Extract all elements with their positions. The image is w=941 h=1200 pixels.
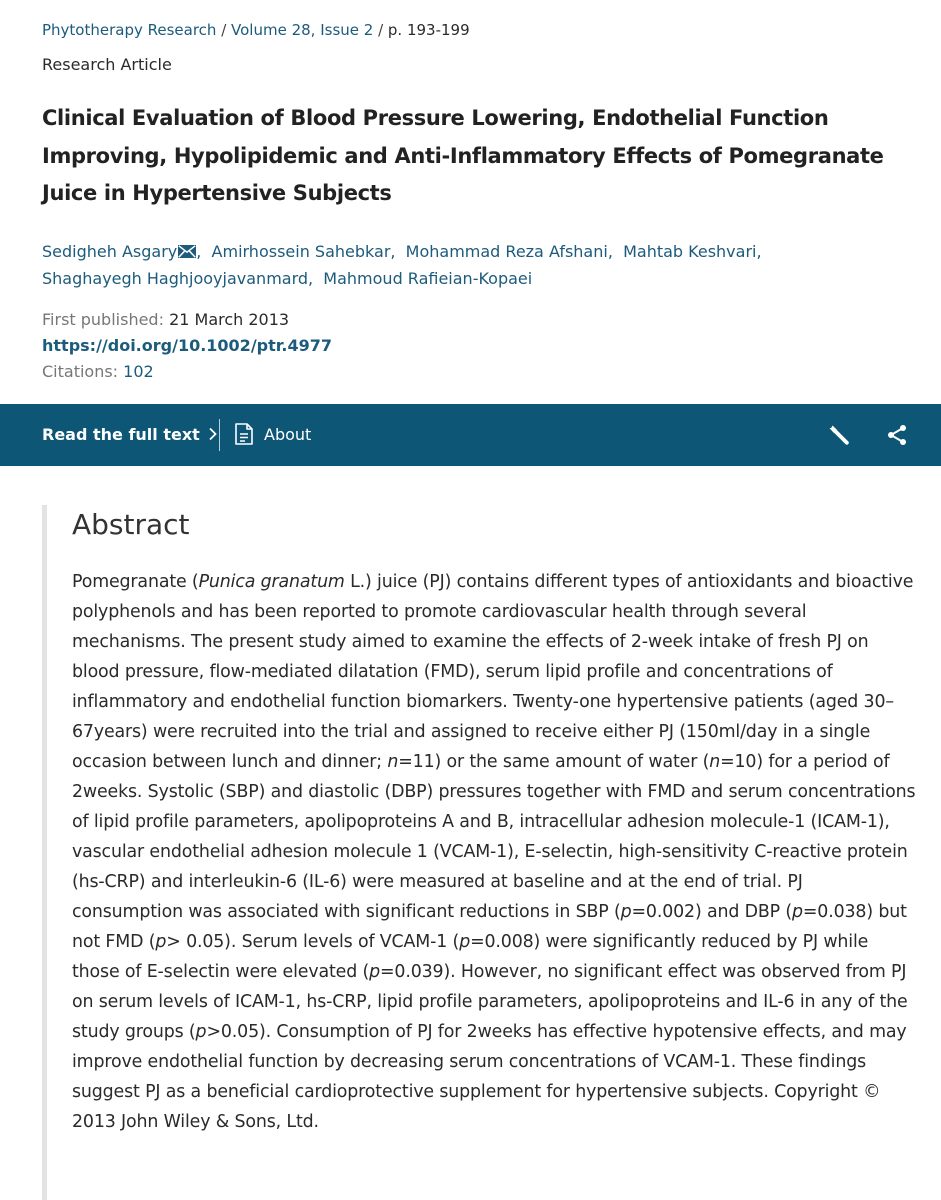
breadcrumb-separator: / xyxy=(373,21,388,39)
author-link[interactable]: Mohammad Reza Afshani xyxy=(405,242,608,261)
article-title: Clinical Evaluation of Blood Pressure Lowering, Endothelial Function Improving, Hypolipidemic and Anti-Inflammatory Effects of Pomegranate Juice in Hypertensive Subjects xyxy=(42,106,884,205)
read-full-text-button[interactable] xyxy=(42,423,218,447)
abstract-text-segment: =0.008) were significantly reduced by PJ while those of E-selectin were elevated ( xyxy=(72,932,869,982)
abstract-italic-segment: p xyxy=(369,962,380,982)
citations-count-link[interactable]: 102 xyxy=(123,362,154,381)
chevron-right-icon xyxy=(208,427,218,441)
first-published-date: 21 March 2013 xyxy=(169,310,290,329)
doi-link[interactable]: https://doi.org/10.1002/ptr.4977 xyxy=(42,336,332,355)
article-toolbar xyxy=(0,404,941,466)
author-link[interactable]: Shaghayegh Haghjooyjavanmard xyxy=(42,268,309,288)
citations xyxy=(42,359,332,385)
page-range: p. 193-199 xyxy=(387,21,470,39)
author-list: Sedigheh Asgary , Amirhossein Sahebkar, Mohammad Reza Afshani, Mahtab Keshvari, Shaghayegh Haghjooyjavanmard, Mahmoud Rafieian-Kopaei xyxy=(42,242,762,288)
abstract-text-segment: =0.039). However, no significant effect was observed from PJ on serum levels of ICAM-1, hs-CRP, lipid profile parameters, apolipoproteins and IL-6 in any of the study groups ( xyxy=(72,962,908,1042)
about-label: About xyxy=(264,425,312,444)
article-type: Research Article xyxy=(42,55,172,74)
share-icon[interactable] xyxy=(884,422,910,448)
publication-meta xyxy=(42,307,332,385)
abstract-text-segment: >0.05). Consumption of PJ for 2weeks has effective hypotensive effects, and may improve endothelial function by decreasing serum concentrations of VCAM-1. These findings suggest PJ as a beneficial cardioprotective supplement for hypertensive subjects. Copyright © 2013 John Wiley & Sons, Ltd. xyxy=(72,1022,907,1132)
abstract-side-rule xyxy=(42,505,47,1200)
abstract-text-segment: =10) for a period of 2weeks. Systolic (SBP) and diastolic (DBP) pressures together with FMD and serum concentrations of lipid profile parameters, apolipoproteins A and B, intracellular adhesion molecule-1 (ICAM-1), vascular endothelial adhesion molecule 1 (VCAM-1), E-selectin, high-sensitivity C-reactive protein (hs-CRP) and interleukin-6 (IL-6) were measured at baseline and at the end of trial. PJ consumption was associated with significant reductions in SBP ( xyxy=(72,752,916,922)
abstract-italic-segment: p xyxy=(195,1022,207,1042)
abstract-italic-segment: n xyxy=(709,752,721,772)
read-full-text-label: Read the full text xyxy=(42,425,200,444)
first-published-label: First published: xyxy=(42,310,164,329)
toolbar-divider xyxy=(219,419,220,451)
abstract-text-segment: Pomegranate ( xyxy=(72,572,199,592)
issue-link[interactable]: Volume 28, Issue 2 xyxy=(231,21,374,39)
author-link[interactable]: Sedigheh Asgary xyxy=(42,242,178,261)
about-button[interactable] xyxy=(234,423,311,447)
abstract-italic-segment: p xyxy=(791,902,803,922)
abstract-text-segment: =0.038) but not FMD ( xyxy=(72,902,907,952)
envelope-icon[interactable] xyxy=(178,245,196,258)
wrench-icon[interactable] xyxy=(826,422,852,448)
abstract-heading: Abstract xyxy=(72,508,190,541)
first-published xyxy=(42,307,332,333)
abstract-text-segment: > 0.05). Serum levels of VCAM-1 ( xyxy=(166,932,460,952)
abstract-text-segment: =0.002) and DBP ( xyxy=(631,902,792,922)
author-link[interactable]: Mahtab Keshvari xyxy=(623,242,757,261)
breadcrumb-separator: / xyxy=(216,21,232,39)
abstract-italic-segment: p xyxy=(459,932,471,952)
abstract-italic-segment: p xyxy=(155,932,167,952)
abstract-text-segment: L.) juice (PJ) contains different types of antioxidants and bioactive polyphenols and has been reported to promote cardiovascular health through several mechanisms. The present study aimed to examine the effects of 2-week intake of fresh PJ on blood pressure, flow-mediated dilatation (FMD), serum lipid profile and concentrations of inflammatory and endothelial function biomarkers. Twenty-one hypertensive patients (aged 30–67years) were recruited into the trial and assigned to receive either PJ (150ml/day in a single occasion between lunch and dinner; xyxy=(72,572,914,772)
author-link[interactable]: Mahmoud Rafieian-Kopaei xyxy=(323,268,533,288)
citations-label: Citations: xyxy=(42,362,119,381)
abstract-italic-segment: p xyxy=(620,902,632,922)
abstract-italic-segment: Punica granatum xyxy=(198,572,345,592)
journal-link[interactable]: Phytotherapy Research xyxy=(42,21,217,39)
abstract-italic-segment: n xyxy=(387,752,399,772)
document-icon xyxy=(234,423,254,445)
author-link[interactable]: Amirhossein Sahebkar xyxy=(211,242,391,261)
breadcrumb xyxy=(42,18,470,42)
abstract-text-segment: =11) or the same amount of water ( xyxy=(398,752,710,772)
abstract-text xyxy=(72,567,917,1137)
